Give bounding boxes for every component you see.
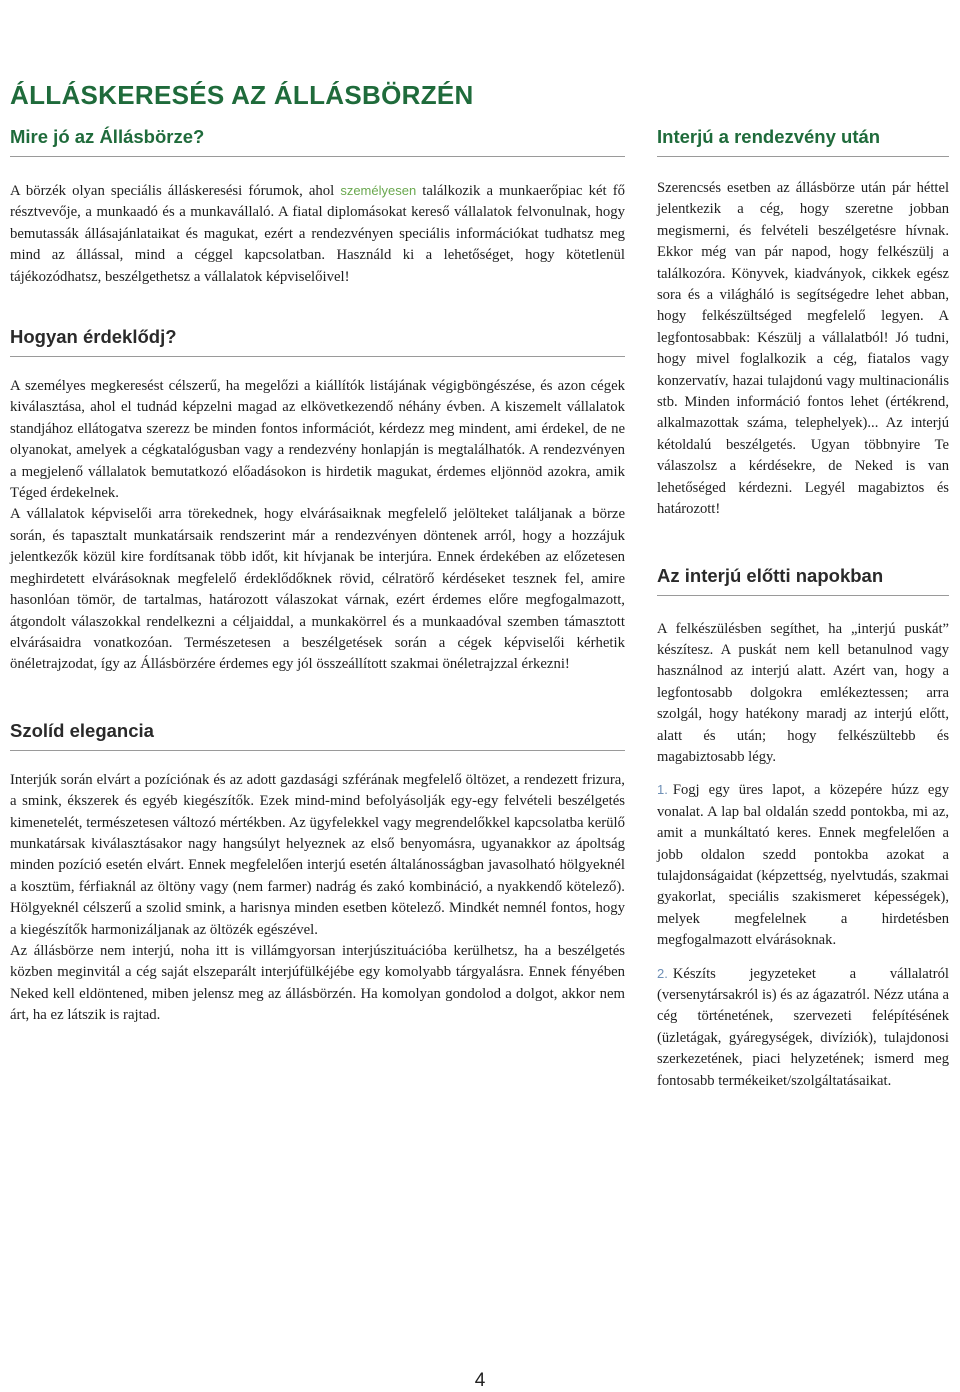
paragraph-text: találkozik a munkaerőpiac két fő résztvevője, a munkaadó és a munkavállaló. A fiatal diplomásokat kereső vállalatok felvonulnak, hogy bemutassák állásajánlataikat és magukat, ezért a rendezvényen speciális információkat tudhatsz meg mind az állással, mind a céggel kapcsolatban. Használd ki a lehetőséget, hogy kötetlenül tájékozódhatsz, beszélgethetsz a vállalatok képviselőivel! <box>10 183 625 285</box>
list-item-text: Készíts jegyzeteket a vállalatról (versenytársakról is) és az ágazatról. Nézz utána a cég történetének, szervezeti felépítésének (üzletágak, gyáregységek, divíziók), tulajdonosi szerkezetének, piaci helyzetének; ismerd meg fontosabb termékeiket/szolgáltatásaikat. <box>657 965 949 1089</box>
paragraph-why-jobfair <box>10 180 625 288</box>
section-heading-why-jobfair: Mire jó az Állásbörze? <box>10 126 625 157</box>
paragraph-how-to-inquire-1: A személyes megkeresést célszerű, ha megelőzi a kiállítók listájának végigböngészése, és azon cégek kiválasztása, ahol el tudnád képzelni magad az elkövetkezendő néhány évben. A kiszemelt vállalatok standjához ellátogatva szerezz be minden fontos információt, kérdezz meg mindent, ami érdekel, de ne olyanokat, amelyek a cégkatalógusban vagy a rendezvény honlapján is megtalálhatók. A rendezvényen a megjelenő vállalatok bemutatkozó előadásokon is hirdetik magukat, érdemes eljönnöd azokra, amik Téged érdekelnek. <box>10 378 625 502</box>
section-heading-days-before-interview: Az interjú előtti napokban <box>657 565 949 596</box>
paragraph-solid-elegance-1: Interjúk során elvárt a pozíciónak és az adott gazdasági szférának megfelelő öltözet, a rendezett frizura, a smink, ékszerek és egyéb kiegészítők. Ezek mind-mind befolyásolják egy-egy felvételi beszélgetés kimenetelét, természetesen változó mértékben. Az ügyfelekkel vagy megrendelőkkel kapcsolatba kerülő munkatársak kiválasztásakor nagy hangsúlyt helyeznek az első benyomásra, ugyanakkor az ápoltság minden pozíció esetén elvárt. Ennek megfelelően interjú esetén általánosságban javasolható hölgyeknél a kosztüm, férfiaknál az öltöny vagy (nem farmer) nadrág és zakó kombináció, a nyakkendő kötelező). Hölgyeknél célszerű a szolid smink, a harisnya minden esetben kötelező. Mindkét nemnél fontos, hogy a kiegészítők harmonizáljanak az öltözék egészével. <box>10 771 625 938</box>
page-number: 4 <box>474 1370 486 1391</box>
section-heading-how-to-inquire: Hogyan érdeklődj? <box>10 326 625 357</box>
section-heading-interview-after-event: Interjú a rendezvény után <box>657 126 949 157</box>
highlight-word: személyesen <box>340 183 417 198</box>
list-item-number: 1. <box>657 782 668 798</box>
list-item <box>657 779 949 951</box>
paragraph-days-before-interview: A felkészülésben segíthet, ha „interjú puskát” készítesz. A puskát nem kell betanulnod vagy használnod az interjú alatt. Azért van, hogy a legfontosabb dolgokra emlékeztessen; arra szolgál, hogy hatékony maradj az interjú előtt, alatt és után; hogy felkészültebb és magabiztosabb légy. <box>657 620 949 765</box>
paragraph-solid-elegance-2: Az állásbörze nem interjú, noha itt is villámgyorsan interjúszituációba kerülhetsz, ha a beszélgetés közben meginvitál a cég saját elszeparált interjúfülkéjébe egy komolyabb tárgyalásra. Ennek fényében Neked kell eldöntened, miben jelensz meg az állásbörzén. Ha komolyan gondolod a dolgot, akkor nem árt, ha ez látszik is rajtad. <box>10 942 625 1024</box>
paragraph-interview-after-event: Szerencsés esetben az állásbörze után pár héttel jelentkezik a cég, hogy szeretne jobban megismerni, és felvételi beszélgetésre hívnak. Ekkor még van pár napod, hogy felkészülj a találkozóra. Könyvek, kiadványok, cikkek egész sora és a világháló is segítségedre lehet abban, hogy felkészültséged megfelelő legyen. A legfontosabbak: Készülj a vállalatból! Jó tudni, hogy mivel foglalkozik a cég, fiatalos vagy konzervatív, hazai tulajdonú vagy multinacionális stb. Minden információ fontos lehet (értékrend, alkalmazottak száma, telephelyek)... Az interjú kétoldalú beszélgetés. Ugyan többnyire Te válaszolsz a kérdésekre, de Neked is van lehetőséged kérdezni. Legyél magabiztos és határozott! <box>657 180 949 518</box>
page-title: ÁLLÁSKERESÉS AZ ÁLLÁSBÖRZÉN <box>10 80 474 110</box>
paragraph-how-to-inquire-2: A vállalatok képviselői arra törekednek, hogy elvárásaiknak megfelelő jelölteket találjanak a börze során, és tapasztalt munkatársaik rendszerint már a rendezvényen döntenek arról, hogy a hozzájuk jelentkezők közül kire fordítsanak több időt, kit hívjanak be interjúra. Ennek érdekében az előzetesen meghirdetett elvárásoknak megfelelő érdeklődőknek rövid, célratörő kérdéseket tesznek fel, amire hasonlóan tömör, de tartalmas, határozott válaszokat várnak, ezért érdemes előre megfogalmazott, átgondolt válaszokkal rendelkezni a céljaiddal, a munkakörrel és a munkaadóval szemben támasztott elvárásaidra vonatkozóan. Természetesen a beszélgetések során a cégek képviselői kérhetik önéletrajzodat, így az Állásbörzére érdemes egy jól összeállított szakmai önéletrajzzal érkezni! <box>10 506 625 673</box>
list-item <box>657 963 949 1092</box>
section-heading-solid-elegance: Szolíd elegancia <box>10 720 625 751</box>
left-column <box>10 126 625 1027</box>
list-item-text: Fogj egy üres lapot, a közepére húzz egy vonalat. A lap bal oldalán szedd pontokba, mi az, amit a munkáltató keres. Ennek megfelelően a jobb oldalon szedd pontokba azokat a tulajdonságaidat (képzettség, nyelvtudás, szakmai gyakorlat, speciális szakismeret képességek), melyek megfelelnek a hirdetésben megfogalmazott elvárásoknak. <box>657 782 949 949</box>
right-column <box>657 126 949 1092</box>
paragraph-text: A börzék olyan speciális álláskeresési fórumok, ahol <box>10 183 341 199</box>
list-item-number: 2. <box>657 965 668 981</box>
